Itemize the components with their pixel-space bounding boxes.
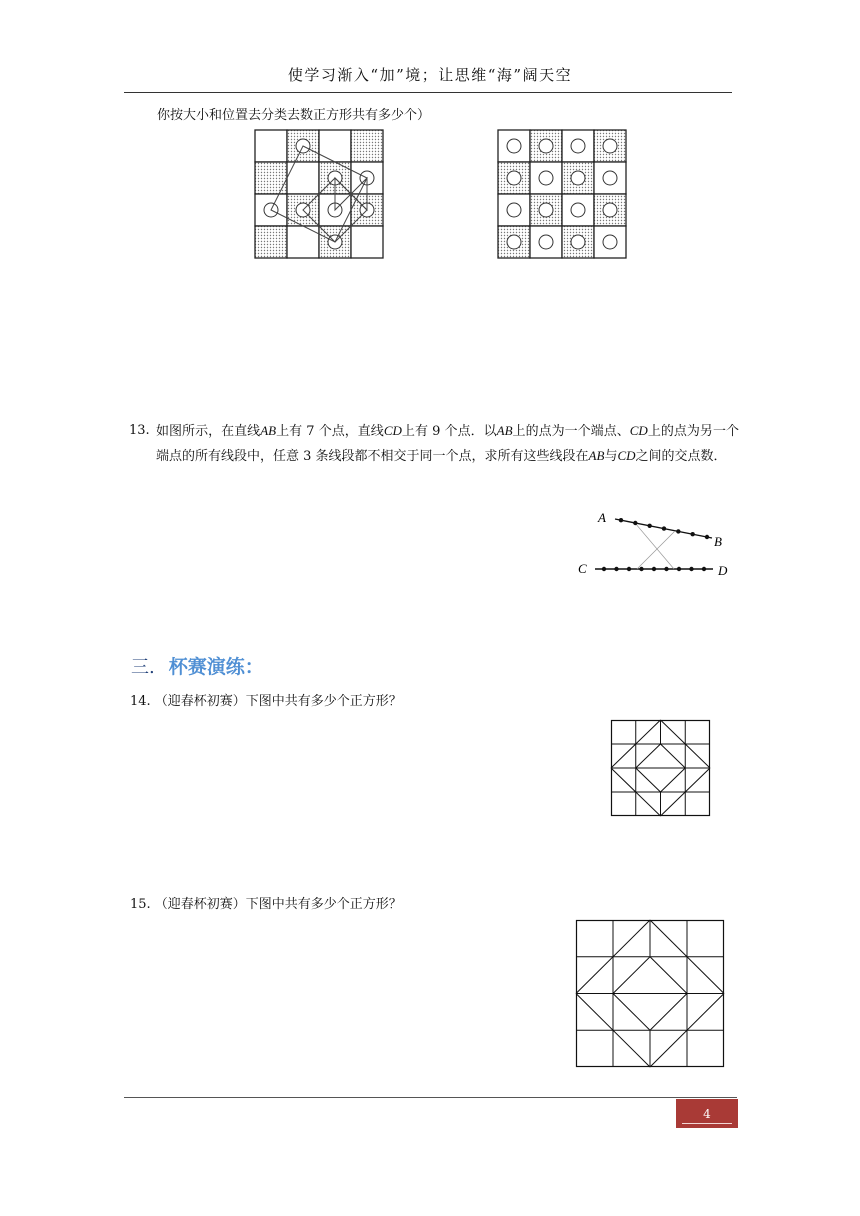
q12-text-tail: 你按大小和位置去分类去数正方形共有多少个）	[157, 108, 431, 123]
circle-marker	[507, 235, 521, 249]
page-number: 4	[703, 1107, 711, 1121]
point-on-cd	[689, 567, 693, 571]
grid-cell	[287, 162, 319, 194]
section-title: 杯赛演练：	[168, 656, 264, 678]
q13-text-segment: 之间的交点数．	[635, 449, 727, 464]
line-name: AB	[588, 448, 605, 463]
grid-cell	[255, 130, 287, 162]
label-a: A	[598, 510, 606, 525]
circle-marker	[603, 139, 617, 153]
q14-question: 14. （迎春杯初赛）下图中共有多少个正方形？	[130, 694, 402, 709]
point-on-cd	[614, 567, 618, 571]
point-on-ab	[662, 526, 666, 530]
q13-text-segment: 与	[604, 449, 618, 464]
q13-number: 13.	[129, 423, 150, 438]
point-on-ab	[690, 532, 694, 536]
circle-marker	[571, 139, 585, 153]
label-c: C	[578, 561, 587, 576]
circle-marker	[539, 203, 553, 217]
circle-marker	[539, 235, 553, 249]
circle-marker	[507, 203, 521, 217]
point-on-ab	[647, 524, 651, 528]
grid-cell	[319, 130, 351, 162]
q14-figure	[611, 720, 710, 816]
q13-text-segment: 上有 7 个点，直线	[276, 424, 384, 439]
circle-marker	[603, 171, 617, 185]
grid-cell	[287, 226, 319, 258]
point-on-cd	[702, 567, 706, 571]
circle-marker	[603, 203, 617, 217]
line-name: AB	[496, 423, 513, 438]
point-on-cd	[664, 567, 668, 571]
grid-cell	[351, 226, 383, 258]
point-on-cd	[652, 567, 656, 571]
line-name: AB	[260, 423, 277, 438]
section-heading	[131, 652, 264, 679]
point-on-ab	[705, 535, 709, 539]
label-d: D	[718, 563, 728, 578]
header-title: 使学习渐入“加”境；让思维“海”阔天空	[287, 66, 573, 84]
label-b: B	[714, 534, 722, 549]
q13-question	[129, 419, 739, 469]
point-on-cd	[627, 567, 631, 571]
circle-marker	[507, 139, 521, 153]
point-on-ab	[633, 521, 637, 525]
point-on-ab	[619, 518, 623, 522]
grid-cell	[255, 162, 287, 194]
point-on-cd	[677, 567, 681, 571]
footer-divider	[124, 1097, 737, 1098]
point-on-cd	[602, 567, 606, 571]
q13-text	[156, 419, 739, 469]
line-name: CD	[629, 423, 648, 438]
point-on-ab	[676, 529, 680, 533]
circle-marker	[603, 235, 617, 249]
q12-figure-right	[497, 129, 625, 260]
circle-marker	[571, 171, 585, 185]
circle-marker	[507, 171, 521, 185]
section-number: 三.	[131, 657, 155, 678]
q13-text-segment: 上的点为一个端点、	[512, 424, 630, 439]
grid-cell	[351, 130, 383, 162]
q13-text-segment: 上有 9 个点．以	[401, 424, 497, 439]
q13-text-segment: 上的点为另一个端点的所有线段中，任意 3 条线段都不相交于同一个点，求所有这些线段在	[156, 424, 739, 464]
q15-figure	[576, 920, 724, 1067]
q12-figure-left	[254, 129, 382, 260]
q13-text-segment: 如图所示，在直线	[156, 424, 261, 439]
page-number-badge	[676, 1099, 738, 1128]
line-name: CD	[617, 448, 636, 463]
circle-marker	[539, 139, 553, 153]
header-divider	[124, 92, 732, 93]
point-on-cd	[639, 567, 643, 571]
circle-marker	[571, 235, 585, 249]
grid-cell	[255, 226, 287, 258]
q15-question: 15. （迎春杯初赛）下图中共有多少个正方形？	[130, 897, 402, 912]
line-name: CD	[383, 423, 402, 438]
circle-marker	[539, 171, 553, 185]
q13-figure	[575, 508, 735, 583]
circle-marker	[571, 203, 585, 217]
